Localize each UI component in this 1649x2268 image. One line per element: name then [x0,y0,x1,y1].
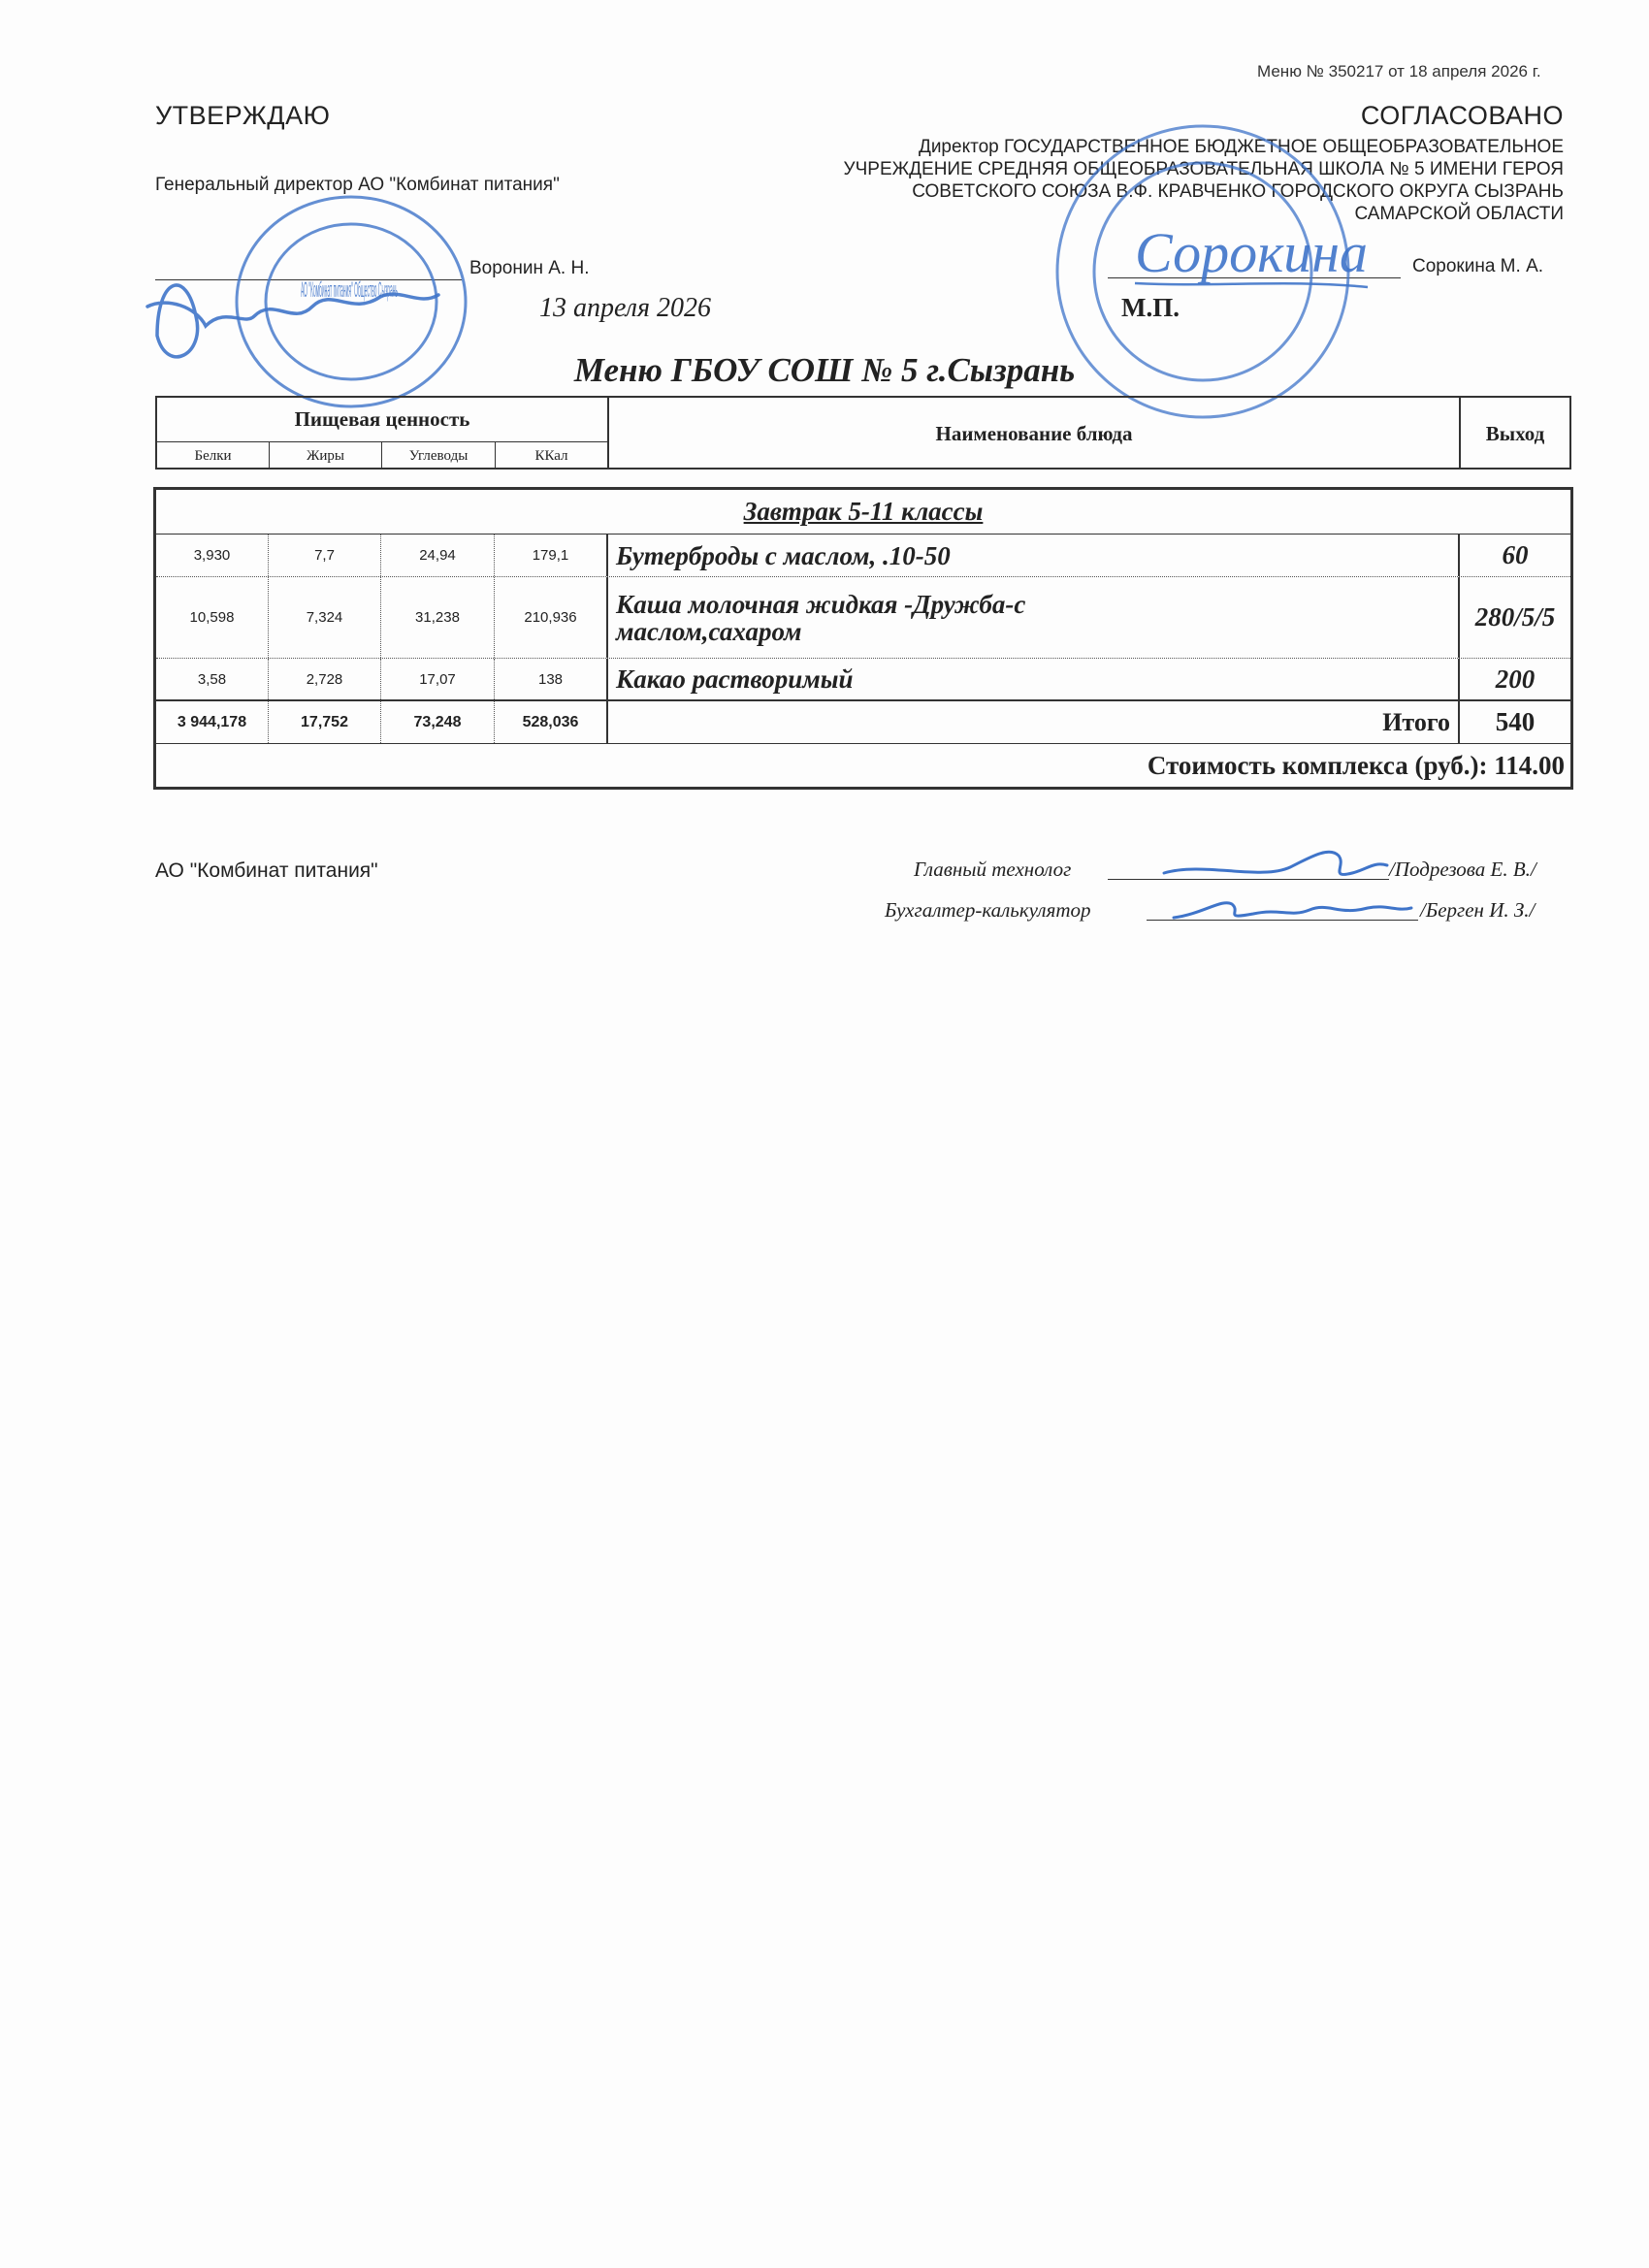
table-row [156,535,1570,577]
approve-date: 13 апреля 2026 [539,293,711,323]
protein-header: Белки [157,442,270,470]
approve-position: Генеральный директор АО "Комбинат питания" [155,175,560,195]
dish-header: Наименование блюда [609,398,1461,470]
total-carbs: 73,248 [381,701,495,743]
total-yield: 540 [1495,707,1536,736]
approve-heading: УТВЕРЖДАЮ [155,101,331,130]
total-protein: 3 944,178 [156,701,269,743]
agree-heading: СОГЛАСОВАНО [1360,101,1564,130]
dish-cell: Какао растворимый [608,659,1460,699]
carbs-cell: 24,94 [381,535,495,576]
seal-label: М.П. [1121,293,1180,322]
accountant-label: Бухгалтер-калькулятор [885,898,1091,922]
yield-header: Выход [1485,421,1545,445]
tech-name: /Подрезова Е. В./ [1389,858,1536,881]
total-kcal: 528,036 [495,701,608,743]
kcal-cell: 138 [495,659,608,699]
section-title: Завтрак 5-11 классы [156,490,1570,535]
carbs-cell: 17,07 [381,659,495,699]
agree-signature: Сорокина [1135,221,1368,284]
agree-position-line: СОВЕТСКОГО СОЮЗА В.Ф. КРАВЧЕНКО ГОРОДСКОГО ОКРУГА СЫЗРАНЬ [912,181,1564,202]
protein-cell: 3,58 [156,659,269,699]
footer-org: АО "Комбинат питания" [155,859,378,882]
table-row [156,659,1570,701]
fat-header: Жиры [270,442,382,470]
tech-label: Главный технолог [914,858,1072,881]
dish-cell: Бутерброды с маслом, .10-50 [608,535,1460,576]
kcal-cell: 210,936 [495,577,608,658]
kcal-cell: 179,1 [495,535,608,576]
nutrition-header: Пищевая ценность [157,398,609,442]
approve-name: Воронин А. Н. [469,258,590,278]
dish-cell: Каша молочная жидкая -Дружба-с маслом,сахаром [608,577,1460,658]
kcal-header: ККал [496,442,609,470]
yield-cell: 60 [1502,540,1529,569]
agree-name: Сорокина М. А. [1412,256,1544,276]
table-header [155,396,1571,470]
agree-position-line: Директор ГОСУДАРСТВЕННОЕ БЮДЖЕТНОЕ ОБЩЕОБРАЗОВАТЕЛЬНОЕ [918,137,1564,157]
protein-cell: 10,598 [156,577,269,658]
carbs-header: Углеводы [382,442,496,470]
protein-cell: 3,930 [156,535,269,576]
cost-row: Стоимость комплекса (руб.): 114.00 [1147,750,1565,780]
fat-cell: 2,728 [269,659,381,699]
carbs-cell: 31,238 [381,577,495,658]
agree-position-line: УЧРЕЖДЕНИЕ СРЕДНЯЯ ОБЩЕОБРАЗОВАТЕЛЬНАЯ ШКОЛА № 5 ИМЕНИ ГЕРОЯ [843,159,1564,179]
yield-cell: 280/5/5 [1474,602,1556,632]
total-fat: 17,752 [269,701,381,743]
page-title: Меню ГБОУ СОШ № 5 г.Сызрань [573,351,1076,389]
menu-number: Меню № 350217 от 18 апреля 2026 г. [1257,62,1541,81]
yield-cell: 200 [1495,664,1536,694]
table-row [156,577,1570,659]
accountant-signature [1164,885,1416,933]
approve-stamp-text: АО "Комбинат питания" Общество Сызрань [301,277,398,302]
total-label: Итого [608,701,1460,743]
fat-cell: 7,324 [269,577,381,658]
agree-position-line: САМАРСКОЙ ОБЛАСТИ [1354,204,1564,224]
accountant-name: /Берген И. З./ [1420,898,1536,922]
fat-cell: 7,7 [269,535,381,576]
menu-table [153,487,1573,790]
total-row [156,701,1570,744]
